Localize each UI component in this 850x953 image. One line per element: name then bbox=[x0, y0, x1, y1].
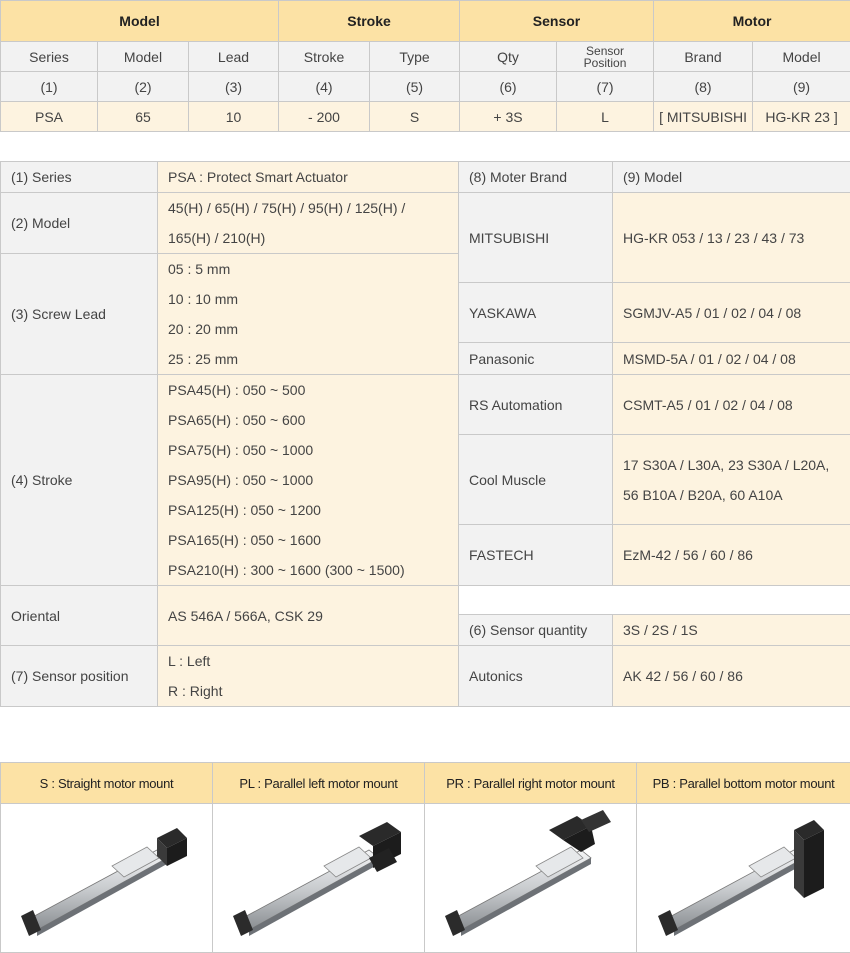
spec-line: 25 : 25 mm bbox=[168, 351, 239, 367]
group-header-sensor: Sensor bbox=[460, 1, 654, 42]
spec-label-sensor-qty: (6) Sensor quantity bbox=[459, 615, 613, 646]
spec-label-stroke: (4) Stroke bbox=[1, 375, 158, 586]
motor-brand: Autonics bbox=[459, 646, 613, 707]
spec-line: PSA165(H) : 050 ~ 1600 bbox=[168, 532, 321, 548]
spec-label-sensor-pos: (7) Sensor position bbox=[1, 646, 158, 707]
mount-image-cell bbox=[425, 804, 637, 953]
spec-line: 165(H) / 210(H) bbox=[168, 230, 266, 246]
spec-line: PSA210(H) : 300 ~ 1600 (300 ~ 1500) bbox=[168, 562, 405, 578]
group-header-stroke: Stroke bbox=[279, 1, 460, 42]
spec-line: 10 : 10 mm bbox=[168, 291, 239, 307]
motor-model-line: 56 B10A / B20A, 60 A10A bbox=[623, 486, 783, 503]
motor-model-line: 17 S30A / L30A, 23 S30A / L20A, bbox=[623, 456, 830, 473]
column-header-brand: Brand bbox=[654, 42, 753, 72]
spec-line: PSA45(H) : 050 ~ 500 bbox=[168, 382, 306, 398]
column-header-model: Model bbox=[98, 42, 189, 72]
column-header-type: Type bbox=[370, 42, 460, 72]
parallel-right-mount-actuator-icon bbox=[431, 808, 631, 948]
motor-brand: Cool Muscle bbox=[459, 435, 613, 525]
model-code-table bbox=[0, 0, 850, 132]
motor-models bbox=[613, 435, 850, 525]
code-number: (8) bbox=[654, 72, 753, 102]
motor-models: AK 42 / 56 / 60 / 86 bbox=[613, 646, 850, 707]
spec-value-series bbox=[158, 162, 459, 193]
spec-line: PSA : Protect Smart Actuator bbox=[168, 169, 348, 185]
spec-table bbox=[0, 161, 850, 707]
motor-models: EzM-42 / 56 / 60 / 86 bbox=[613, 525, 850, 586]
spec-line: PSA95(H) : 050 ~ 1000 bbox=[168, 472, 314, 488]
spec-value-model bbox=[158, 193, 459, 254]
parallel-left-mount-actuator-icon bbox=[219, 808, 419, 948]
motor-brand: FASTECH bbox=[459, 525, 613, 586]
code-number: (6) bbox=[460, 72, 557, 102]
spec-line: 20 : 20 mm bbox=[168, 321, 239, 337]
group-header-motor: Motor bbox=[654, 1, 850, 42]
code-value-series: PSA bbox=[1, 102, 98, 132]
motor-models: HG-KR 053 / 13 / 23 / 43 / 73 bbox=[613, 193, 850, 283]
code-value-qty: + 3S bbox=[460, 102, 557, 132]
motor-brand-header: (8) Moter Brand bbox=[459, 162, 613, 193]
code-number: (1) bbox=[1, 72, 98, 102]
mount-header-parallel-left: PL : Parallel left motor mount bbox=[213, 763, 425, 804]
column-header-series: Series bbox=[1, 42, 98, 72]
code-number: (9) bbox=[753, 72, 850, 102]
spec-line: PSA75(H) : 050 ~ 1000 bbox=[168, 442, 314, 458]
code-number: (3) bbox=[189, 72, 279, 102]
mount-header-straight: S : Straight motor mount bbox=[1, 763, 213, 804]
code-value-lead: 10 bbox=[189, 102, 279, 132]
spec-line: 45(H) / 65(H) / 75(H) / 95(H) / 125(H) / bbox=[168, 200, 406, 216]
spec-line: L : Left bbox=[168, 653, 211, 669]
motor-models: MSMD-5A / 01 / 02 / 04 / 08 bbox=[613, 343, 850, 375]
spec-line: PSA65(H) : 050 ~ 600 bbox=[168, 412, 306, 428]
motor-brand: RS Automation bbox=[459, 375, 613, 435]
spec-line: 3S / 2S / 1S bbox=[623, 622, 698, 638]
motor-brand: YASKAWA bbox=[459, 283, 613, 343]
sensor-position-line-1: Sensor bbox=[586, 43, 625, 58]
spec-value-lead bbox=[158, 254, 459, 375]
code-value-type: S bbox=[370, 102, 460, 132]
code-value-sensor-position: L bbox=[557, 102, 654, 132]
mount-image-cell bbox=[637, 804, 850, 953]
column-header-lead: Lead bbox=[189, 42, 279, 72]
code-number: (5) bbox=[370, 72, 460, 102]
code-number: (2) bbox=[98, 72, 189, 102]
spec-label-lead: (3) Screw Lead bbox=[1, 254, 158, 375]
sensor-position-line-2: Position bbox=[583, 55, 627, 70]
motor-model-header: (9) Model bbox=[613, 162, 850, 193]
code-value-model: 65 bbox=[98, 102, 189, 132]
code-value-stroke: - 200 bbox=[279, 102, 370, 132]
column-header-stroke: Stroke bbox=[279, 42, 370, 72]
motor-brand: MITSUBISHI bbox=[459, 193, 613, 283]
motor-models: CSMT-A5 / 01 / 02 / 04 / 08 bbox=[613, 375, 850, 435]
motor-models: SGMJV-A5 / 01 / 02 / 04 / 08 bbox=[613, 283, 850, 343]
straight-mount-actuator-icon bbox=[7, 808, 207, 948]
spec-value-stroke bbox=[158, 375, 459, 586]
spec-label-model: (2) Model bbox=[1, 193, 158, 254]
column-header-qty: Qty bbox=[460, 42, 557, 72]
parallel-bottom-mount-actuator-icon bbox=[644, 808, 844, 948]
code-value-motor-model: HG-KR 23 ] bbox=[753, 102, 850, 132]
column-header-sensor-position bbox=[557, 42, 654, 72]
mount-image-cell bbox=[1, 804, 213, 953]
motor-brand: Oriental bbox=[1, 586, 158, 646]
group-header-model: Model bbox=[1, 1, 279, 42]
motor-mount-table bbox=[0, 762, 850, 953]
spec-line: 05 : 5 mm bbox=[168, 261, 231, 277]
spec-line: R : Right bbox=[168, 683, 223, 699]
mount-image-cell bbox=[213, 804, 425, 953]
spec-line: PSA125(H) : 050 ~ 1200 bbox=[168, 502, 321, 518]
mount-header-parallel-bottom: PB : Parallel bottom motor mount bbox=[637, 763, 850, 804]
column-header-motor-model: Model bbox=[753, 42, 850, 72]
spec-value-sensor-pos bbox=[158, 646, 459, 707]
spec-label-series: (1) Series bbox=[1, 162, 158, 193]
mount-header-parallel-right: PR : Parallel right motor mount bbox=[425, 763, 637, 804]
spec-value-sensor-qty bbox=[613, 615, 850, 646]
motor-brand: Panasonic bbox=[459, 343, 613, 375]
code-value-brand: [ MITSUBISHI bbox=[654, 102, 753, 132]
motor-models: AS 546A / 566A, CSK 29 bbox=[158, 586, 459, 646]
code-number: (4) bbox=[279, 72, 370, 102]
code-number: (7) bbox=[557, 72, 654, 102]
